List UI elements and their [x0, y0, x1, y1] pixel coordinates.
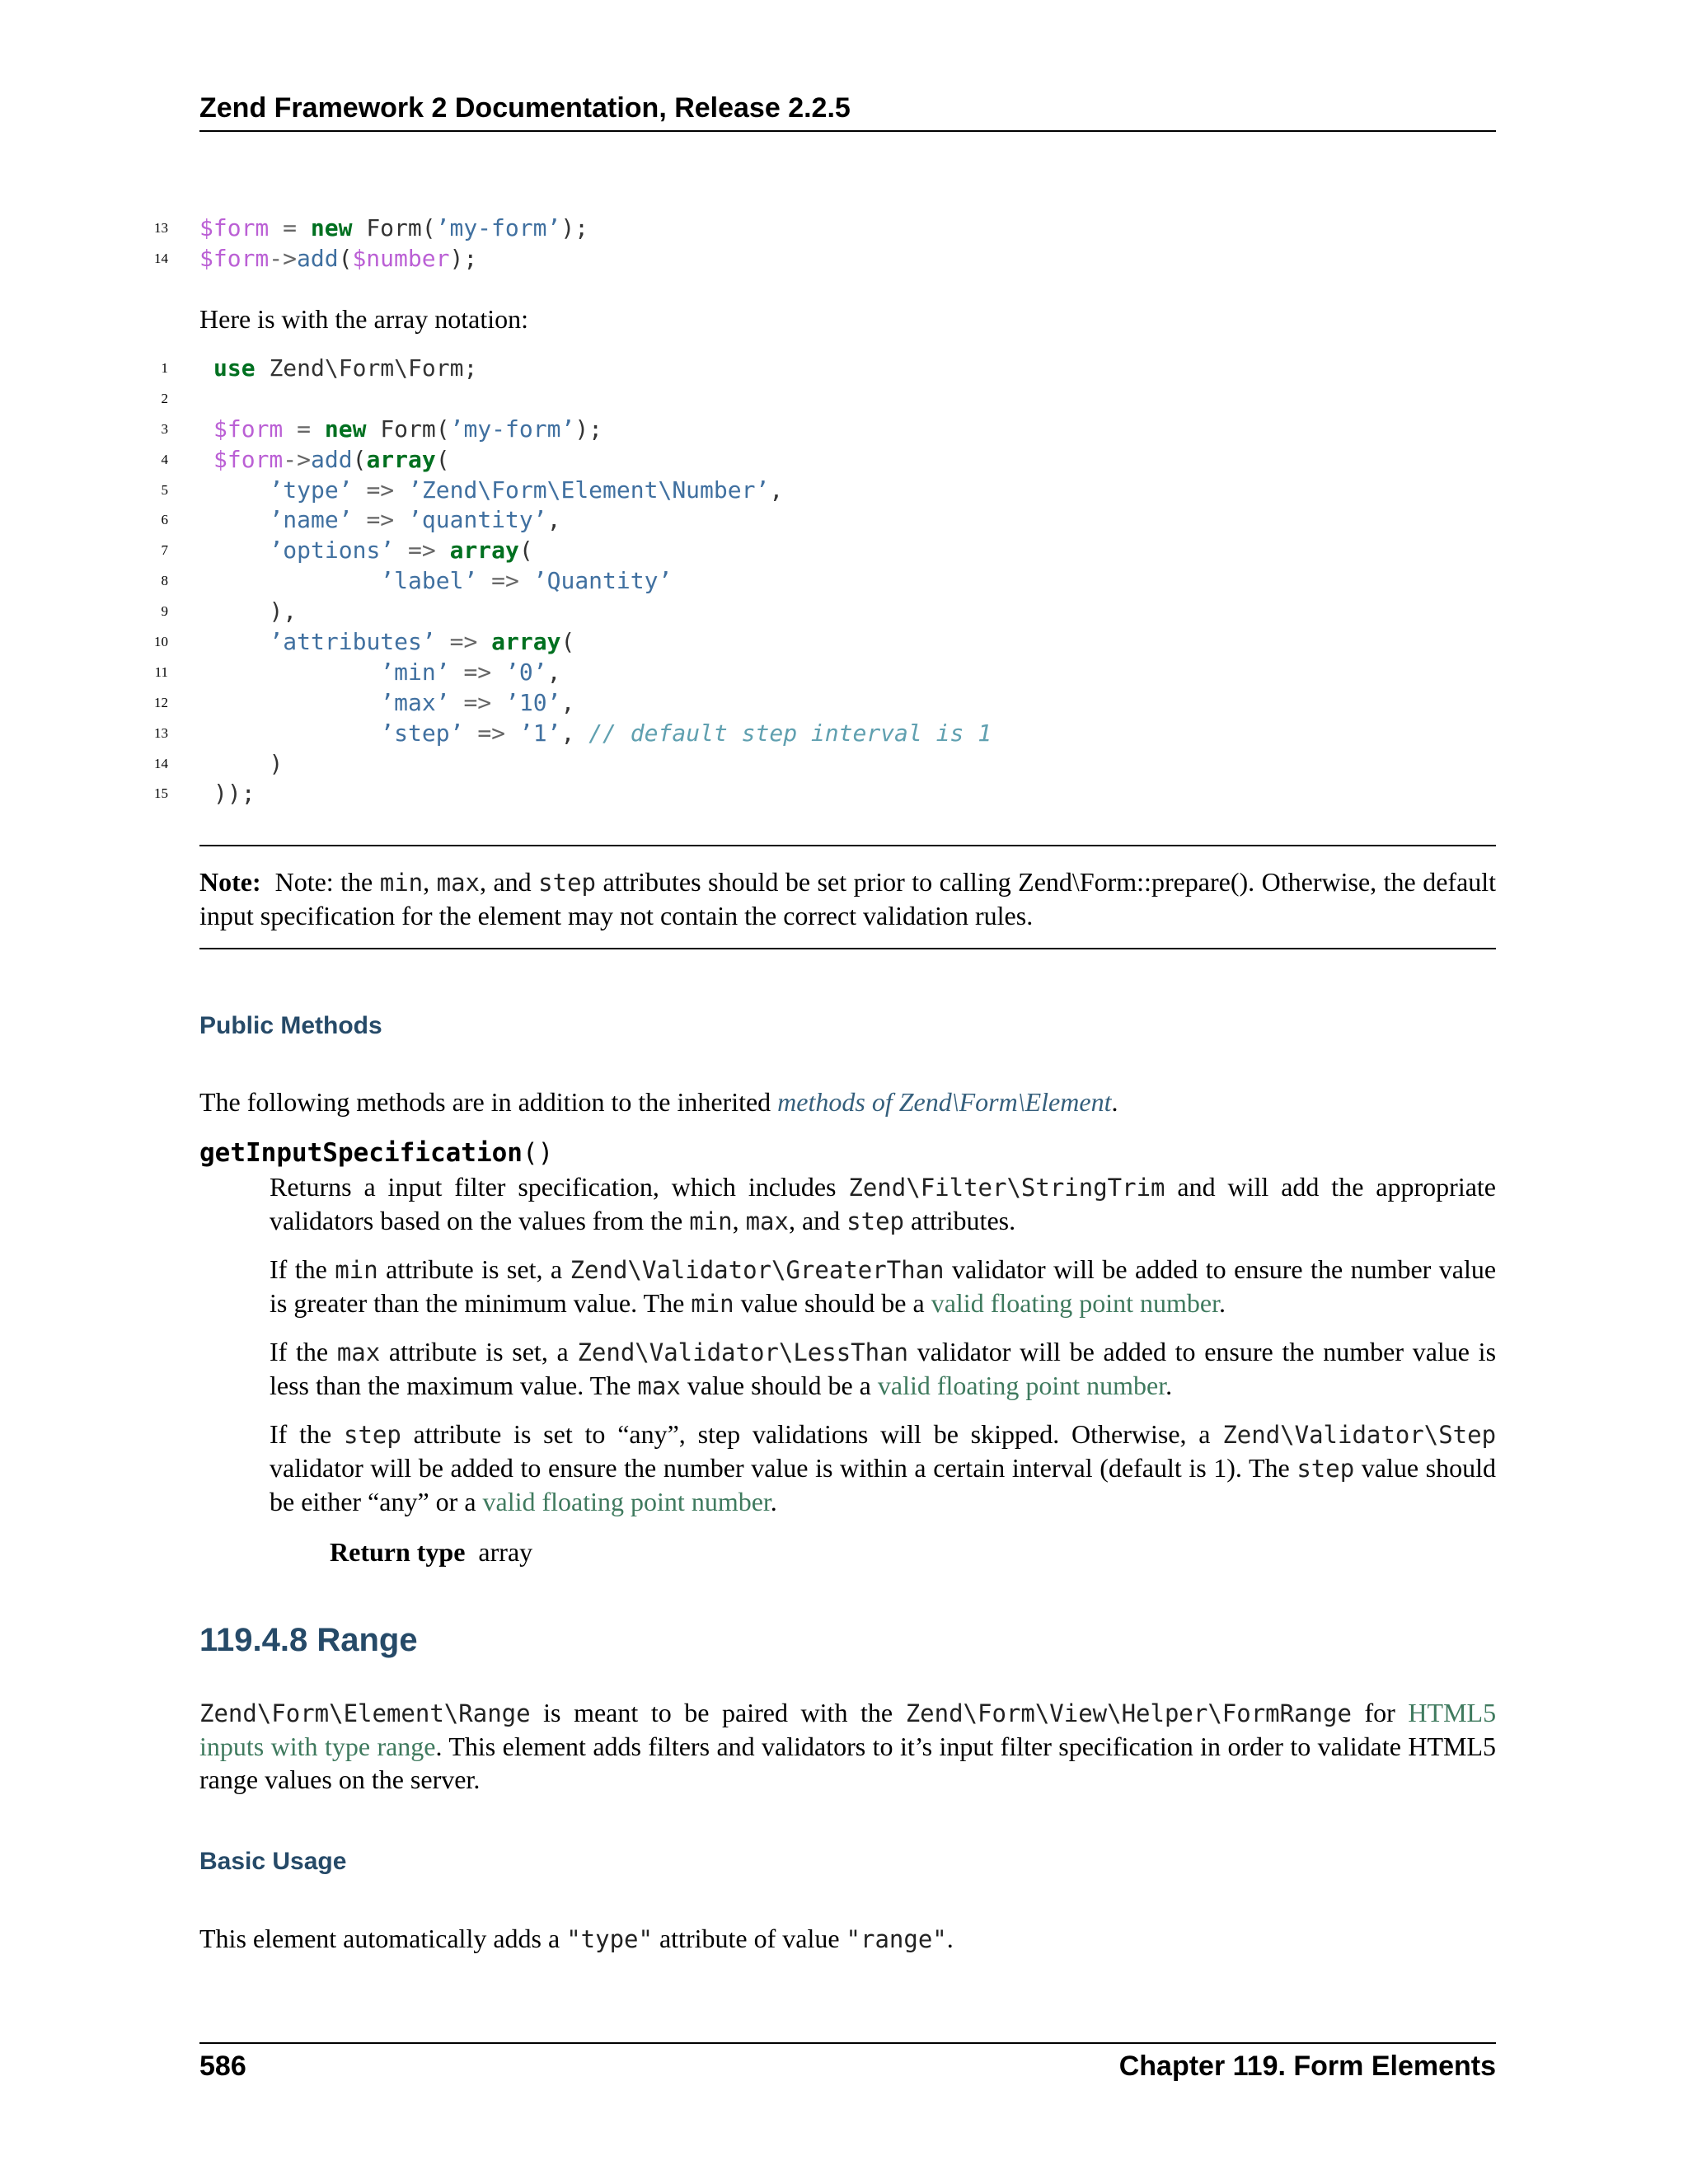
code-line: 11 ’min’ => ’0’,	[148, 658, 1500, 688]
code-line: 14 $form->add($number);	[148, 244, 1500, 274]
code-line: 3 $form = new Form(’my-form’);	[148, 415, 1500, 445]
line-number: 1	[161, 360, 168, 376]
valid-float-link[interactable]: valid floating point number	[482, 1487, 771, 1516]
method-name: getInputSpecification	[199, 1138, 523, 1168]
header-rule	[199, 130, 1496, 132]
valid-float-link[interactable]: valid floating point number	[877, 1371, 1166, 1400]
array-notation-intro: Here is with the array notation:	[199, 304, 528, 334]
note-label: Note:	[199, 867, 261, 897]
line-number: 9	[161, 603, 168, 620]
code-block-1	[148, 213, 1500, 274]
note-top-rule	[199, 845, 1496, 846]
line-number: 2	[161, 390, 168, 406]
line-number: 3	[161, 420, 168, 437]
line-number: 7	[161, 542, 168, 559]
running-header: Zend Framework 2 Documentation, Release 2.2.5	[199, 92, 851, 124]
code-block-2	[148, 354, 1500, 809]
code-line: 9 ),	[148, 597, 1500, 627]
line-number: 6	[161, 512, 168, 528]
code-line: 13 ’step’ => ’1’, // default step interval is 1	[148, 719, 1500, 749]
page-number: 586	[199, 2050, 246, 2082]
basic-usage-paragraph: This element automatically adds a "type" attribute of value "range".	[199, 1924, 954, 1953]
note-bottom-rule	[199, 948, 1496, 949]
min-attribute-paragraph: If the min attribute is set, a Zend\Validator\GreaterThan validator will be added to ensure the number value is greater than the minimum value. The min value should be a valid floating point number.	[270, 1254, 1497, 1318]
method-description: Returns a input filter specification, which includes Zend\Filter\StringTrim and will add the appropriate validators based on the values from the min, max, and step attributes.	[270, 1172, 1497, 1235]
line-number: 8	[161, 573, 168, 589]
code-line: 7 ’options’ => array(	[148, 536, 1500, 566]
methods-of-element-link[interactable]: methods of Zend\Form\Element	[777, 1087, 1112, 1117]
max-attribute-paragraph: If the max attribute is set, a Zend\Validator\LessThan validator will be added to ensure the number value is less than the maximum value. The max value should be a valid floating point number.	[270, 1337, 1497, 1400]
code-line: 12 ’max’ => ’10’,	[148, 688, 1500, 719]
code-line: 13 $form = new Form(’my-form’);	[148, 213, 1500, 244]
line-number: 10	[154, 634, 168, 650]
line-number: 15	[154, 785, 168, 802]
line-number: 14	[154, 755, 168, 771]
code-line: 8 ’label’ => ’Quantity’	[148, 566, 1500, 597]
public-methods-heading: Public Methods	[199, 1012, 382, 1039]
line-number: 14	[154, 250, 168, 266]
return-type-value: array	[478, 1537, 533, 1567]
line-number: 13	[154, 220, 168, 236]
line-number: 4	[161, 451, 168, 467]
range-description: Zend\Form\Element\Range is meant to be paired with the Zend\Form\View\Helper\FormRange for HTML5 inputs with type range. This element adds filters and validators to it’s input filter specification in order to validate HTML5 range values on the server.	[199, 1698, 1497, 1794]
line-number: 11	[154, 663, 168, 680]
basic-usage-heading: Basic Usage	[199, 1848, 347, 1875]
method-signature: getInputSpecification()	[199, 1138, 554, 1168]
line-number: 13	[154, 724, 168, 741]
line-number: 12	[154, 694, 168, 710]
footer-rule	[199, 2042, 1496, 2044]
code-line: 14 )	[148, 749, 1500, 780]
code-line: 10 ’attributes’ => array(	[148, 627, 1500, 658]
html5-range-link[interactable]: HTML5 inputs with type range	[199, 1698, 1497, 1761]
code-line: 5 ’type’ => ’Zend\Form\Element\Number’,	[148, 476, 1500, 506]
return-type-label: Return type	[330, 1537, 466, 1567]
code-line: 6 ’name’ => ’quantity’,	[148, 505, 1500, 536]
code-line: 1 use Zend\Form\Form;	[148, 354, 1500, 384]
chapter-title: Chapter 119. Form Elements	[1118, 2050, 1496, 2082]
code-line: 4 $form->add(array(	[148, 445, 1500, 476]
note-paragraph: Note: Note: the min, max, and step attributes should be set prior to calling Zend\Form::prepare(). Otherwise, the default input specification for the element may not contain the correct validation rules.	[199, 867, 1497, 930]
step-attribute-paragraph: If the step attribute is set to “any”, step validations will be skipped. Otherwise, a Zend\Validator\Step validator will be added to ensure the number value is within a certain interval (default is 1). The step value should be either “any” or a valid floating point number.	[270, 1419, 1497, 1516]
valid-float-link[interactable]: valid floating point number	[931, 1288, 1219, 1318]
public-methods-intro: The following methods are in addition to the inherited methods of Zend\Form\Element.	[199, 1087, 1118, 1117]
section-heading-range: 119.4.8 Range	[199, 1622, 418, 1658]
return-type	[330, 1535, 989, 1568]
code-line: 15 ));	[148, 779, 1500, 809]
code-line	[148, 384, 1500, 415]
code-comment: // default step interval is 1	[588, 719, 992, 747]
line-number: 5	[161, 481, 168, 498]
